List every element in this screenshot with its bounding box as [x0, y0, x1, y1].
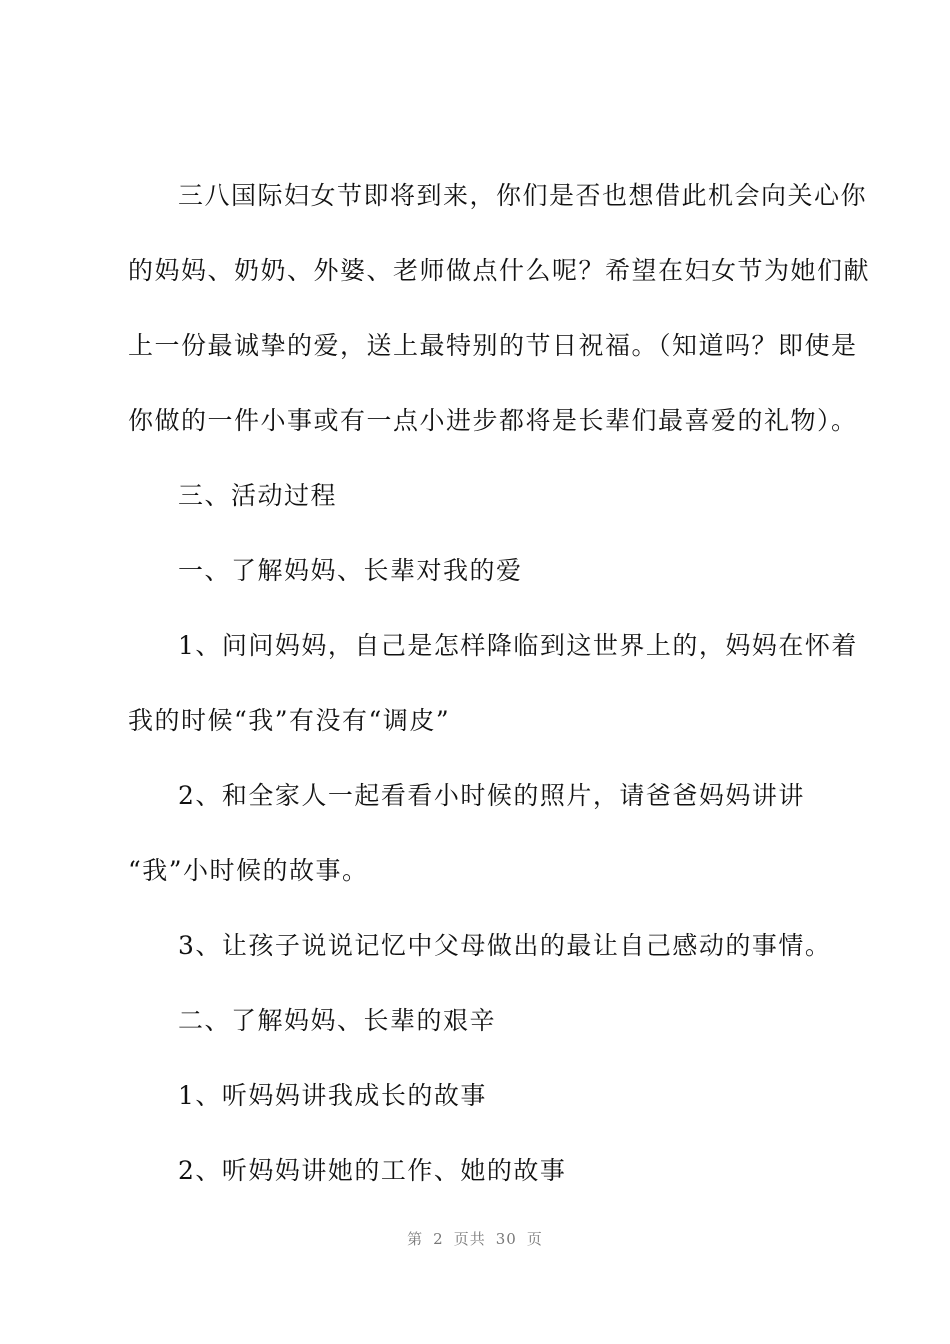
subsection-heading: 一、了解妈妈、长辈对我的爱	[178, 556, 523, 585]
paragraph-line: 你做的一件小事或有一点小进步都将是长辈们最喜爱的礼物）。	[128, 406, 858, 435]
section-heading: 三、活动过程	[178, 481, 338, 510]
list-item-line: 1、问问妈妈，自己是怎样降临到这世界上的，妈妈在怀着	[178, 631, 858, 660]
subsection-heading: 二、了解妈妈、长辈的艰辛	[178, 1006, 497, 1035]
paragraph-line: 三八国际妇女节即将到来，你们是否也想借此机会向关心你	[178, 181, 868, 210]
list-item-line: 3、让孩子说说记忆中父母做出的最让自己感动的事情。	[178, 931, 832, 960]
list-item-line: 1、听妈妈讲我成长的故事	[178, 1081, 487, 1110]
footer-middle: 页共	[453, 1230, 486, 1248]
footer-suffix: 页	[526, 1230, 543, 1248]
list-item-line: 2、和全家人一起看看小时候的照片，请爸爸妈妈讲讲	[178, 781, 805, 810]
footer-current-page: 2	[433, 1230, 444, 1248]
list-item-line: 2、听妈妈讲她的工作、她的故事	[178, 1156, 567, 1185]
page-footer	[0, 1229, 950, 1249]
list-item-line: “我”小时候的故事。	[128, 856, 369, 885]
footer-prefix: 第	[407, 1230, 424, 1248]
paragraph-line: 上一份最诚挚的爱，送上最特别的节日祝福。（知道吗？即使是	[128, 331, 858, 360]
paragraph-line: 的妈妈、奶奶、外婆、老师做点什么呢？希望在妇女节为她们献	[128, 256, 871, 285]
list-item-line: 我的时候“我”有没有“调皮”	[128, 706, 451, 735]
footer-total-pages: 30	[495, 1230, 517, 1248]
